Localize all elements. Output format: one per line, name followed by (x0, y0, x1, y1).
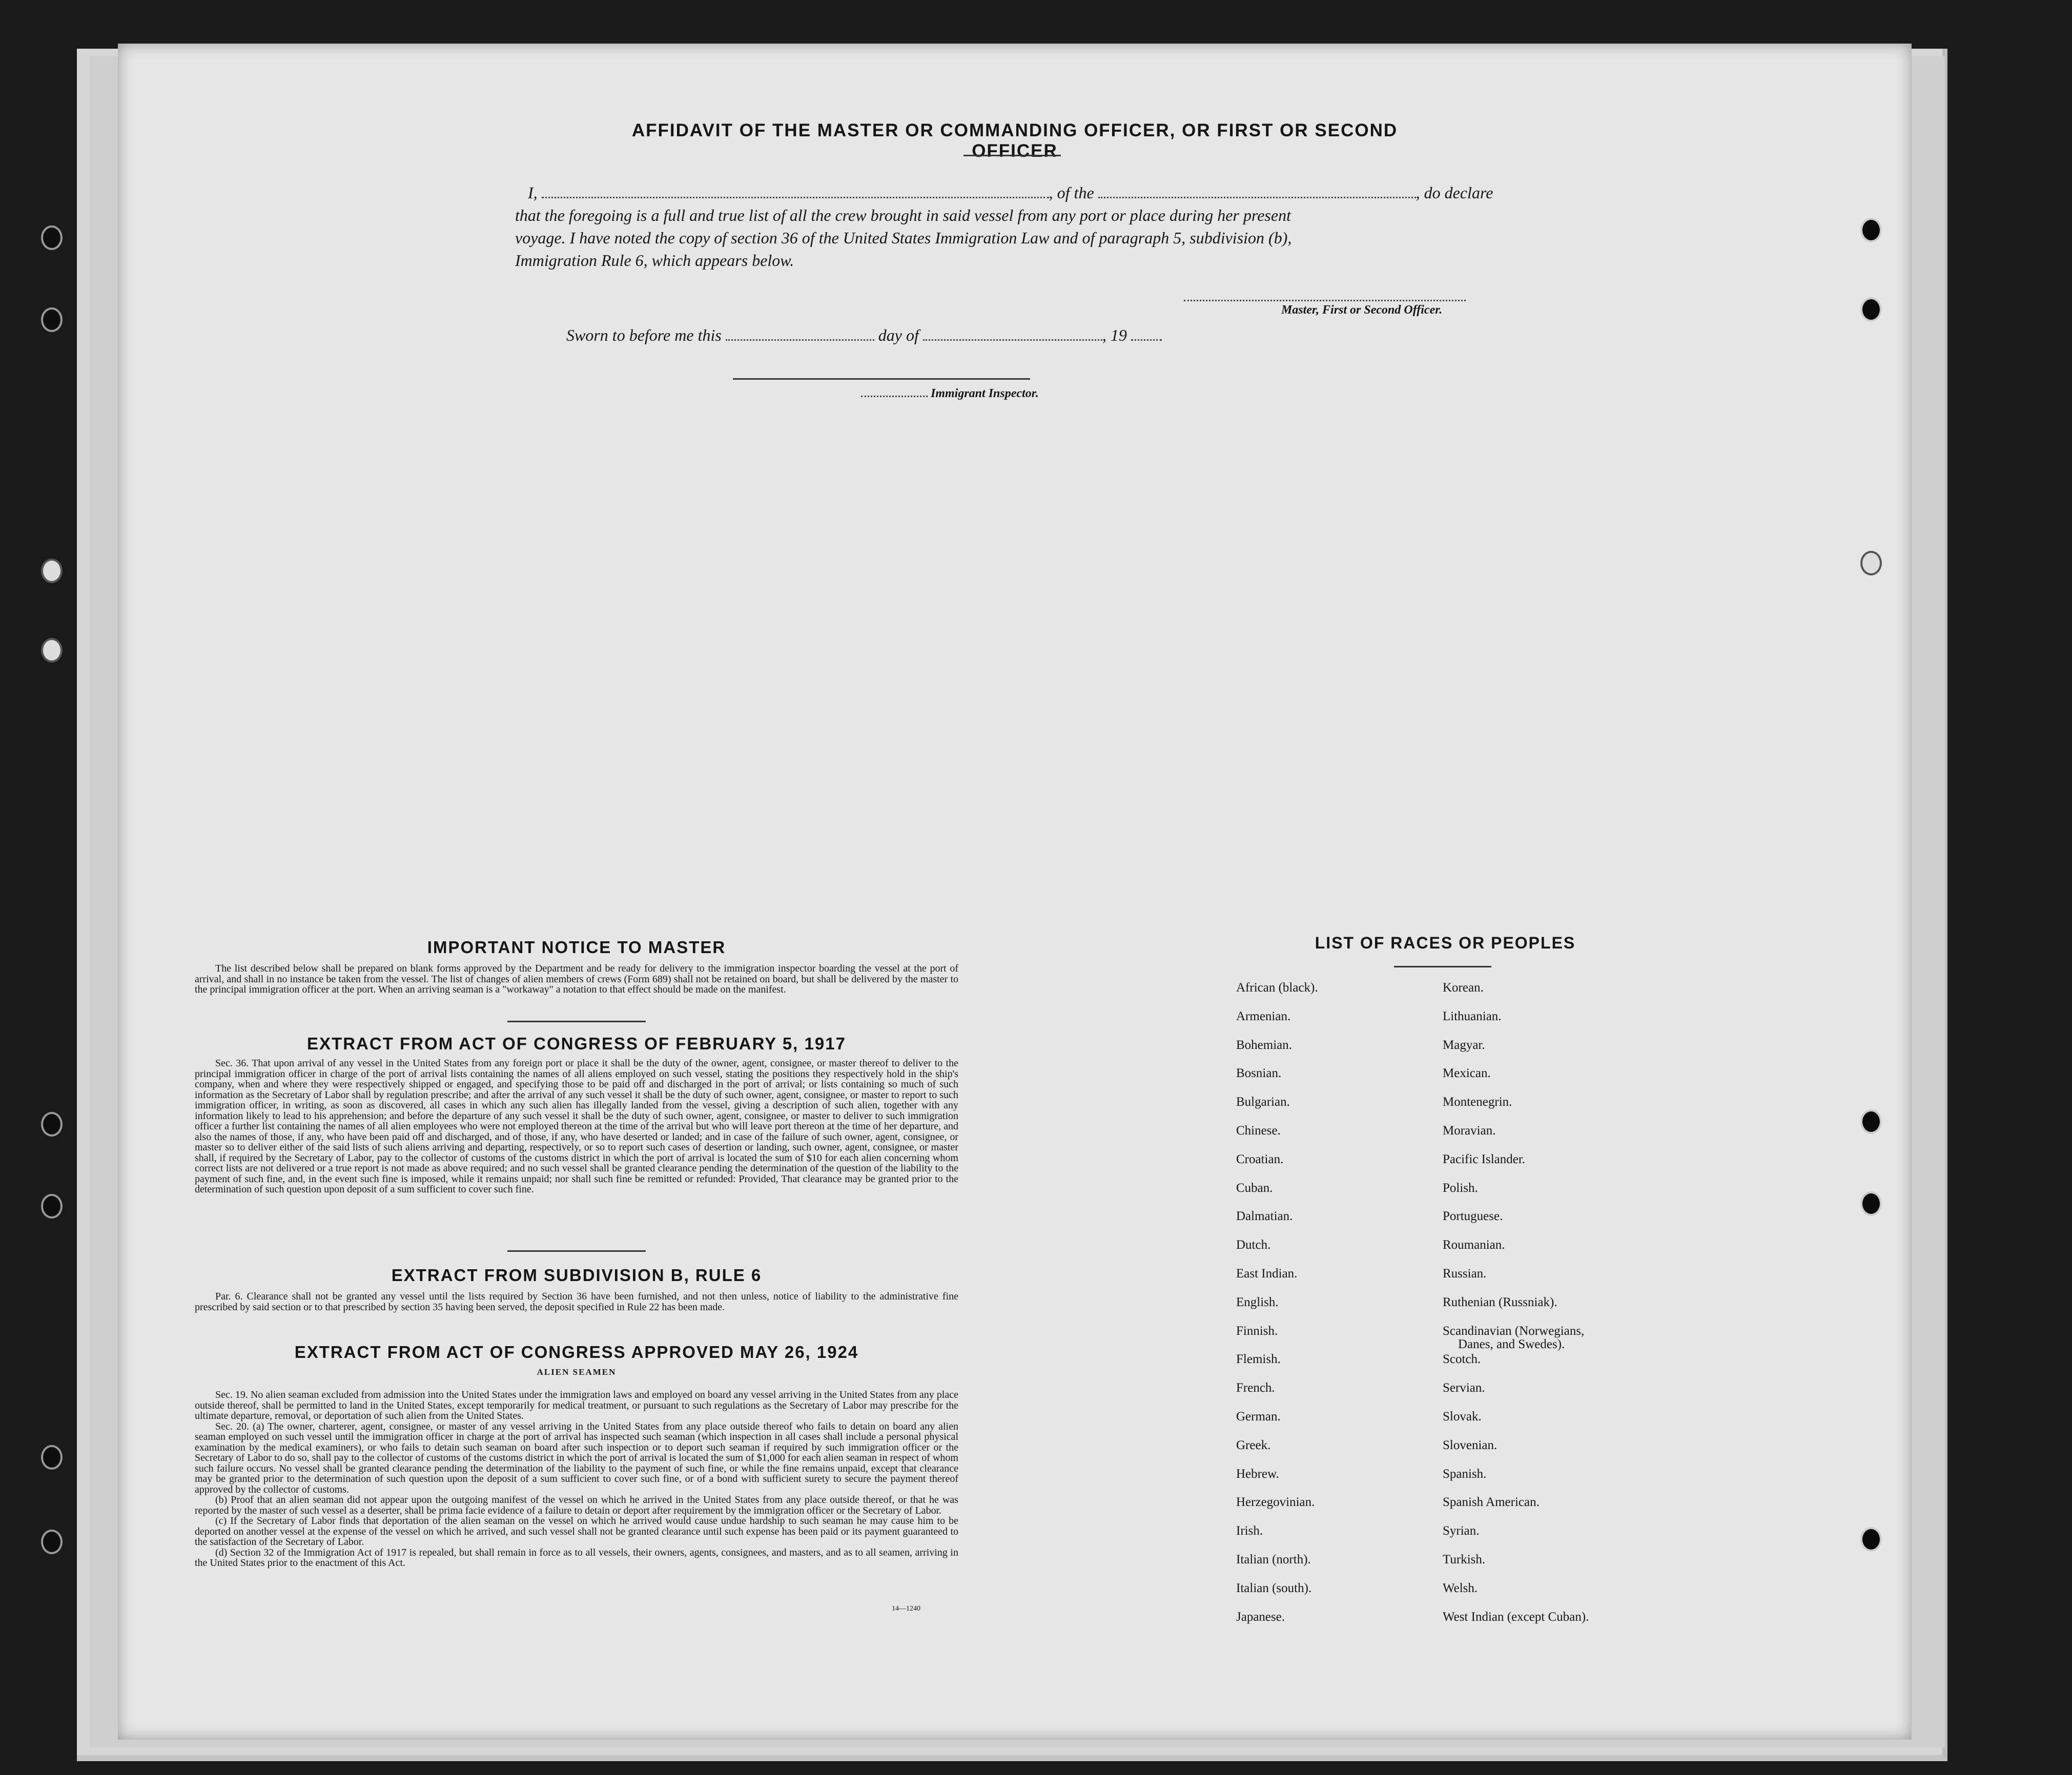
notice-title: IMPORTANT NOTICE TO MASTER (427, 938, 726, 957)
affidavit-line-4: Immigration Rule 6, which appears below. (515, 251, 794, 270)
race-entry: Scotch. (1443, 1352, 1481, 1367)
divider (507, 1250, 646, 1252)
race-entry: Croatian. (1236, 1152, 1284, 1166)
binder-hole (1860, 218, 1882, 242)
race-entry: Servian. (1443, 1381, 1485, 1395)
race-entry: Armenian. (1236, 1009, 1291, 1023)
sworn-line (566, 326, 1162, 345)
binder-hole (41, 1530, 63, 1554)
race-entry: Moravian. (1443, 1124, 1496, 1138)
notice-text (195, 963, 958, 995)
race-entry: Spanish. (1443, 1467, 1487, 1481)
extract-1924-title: EXTRACT FROM ACT OF CONGRESS APPROVED MAY 26, 1924 (294, 1343, 859, 1361)
vessel-blank (1098, 197, 1416, 198)
sworn-text: Sworn to before me this (566, 326, 722, 344)
binder-hole (41, 1445, 63, 1470)
race-entry: Pacific Islander. (1443, 1152, 1526, 1166)
race-entry: Polish. (1443, 1181, 1478, 1195)
race-entry: Hebrew. (1236, 1467, 1279, 1481)
race-entry: Finnish. (1236, 1324, 1278, 1338)
extract-1917-title: EXTRACT FROM ACT OF CONGRESS OF FEBRUARY 5, 1917 (307, 1034, 846, 1053)
par-6-paragraph: Par. 6. Clearance shall not be granted any vessel until the lists required by Section 36 have been furnished, and not then unless, notice of liability to the administrative fine prescribed by said section or to that prescribed by section 35 having been served, the deposit specified in Rule 22 has been made. (195, 1291, 958, 1313)
binder-hole (1860, 551, 1882, 575)
race-entry: Ruthenian (Russniak). (1443, 1295, 1557, 1309)
extract-1924-text (195, 1390, 958, 1568)
binder-hole (1860, 1527, 1882, 1552)
race-entry: Slovak. (1443, 1410, 1482, 1423)
race-entry: Italian (north). (1236, 1553, 1311, 1566)
notice-paragraph: The list described below shall be prepared on blank forms approved by the Department and be ready for delivery to the immigration inspector boarding the vessel at the port of arrival, and shall in no instance be taken from the vessel. The list of changes of alien members of crews (Form 689) shall not be retained on board, but shall be delivered by the master to the principal immigration officer at the port. When an arriving seaman is a "workaway" a notation to that effect should be made on the manifest. (195, 963, 958, 995)
affidavit-line-1 (528, 183, 1493, 202)
race-entry: Roumanian. (1443, 1238, 1505, 1252)
race-entry: German. (1236, 1410, 1281, 1423)
race-entry: Chinese. (1236, 1124, 1281, 1138)
binder-hole (41, 638, 63, 663)
binder-hole (41, 1194, 63, 1219)
race-entry: Danes, and Swedes). (1458, 1337, 1565, 1351)
affidavit-declare: , do declare (1415, 183, 1493, 202)
race-entry: French. (1236, 1381, 1275, 1395)
binder-hole (1860, 1109, 1882, 1134)
binder-hole (41, 1112, 63, 1137)
rule-6-text (195, 1291, 958, 1312)
race-entry: English. (1236, 1295, 1279, 1309)
sworn-day-blank (726, 339, 874, 341)
officer-signature-line (1184, 300, 1466, 301)
sec-36-paragraph: Sec. 36. That upon arrival of any vessel in the United States from any foreign port or place it shall be the duty of the owner, agent, consignee, or master thereof to deliver to the principal immigration officer in charge of the port of arrival lists containing the names of all aliens employed on such vessel, stating the positions they respectively hold in the ship's company, when and where they were respectively shipped or engaged, and specifying those to be paid off and discharged in the port of arrival; or lists containing so much of such information as the Secretary of Labor shall by regulation prescribe; and after the arrival of any such vessel it shall be the duty of such owner, agent, consignee, or master to report to such immigration officer, in writing, as soon as discovered, all cases in which any such alien has illegally landed from the vessel, giving a description of such alien, together with any information likely to lead to his apprehension; and before the departure of any such vessel it shall be the duty of such owner, agent, consignee, or master to deliver to such immigration officer a further list containing the names of all alien employees who were not employed thereon at the time of the arrival but who will leave port thereon at the time of her departure, and also the names of those, if any, who have been paid off and discharged, and of those, if any, who have deserted or landed; and in case of the failure of such owner, agent, consignee, or master so to deliver either of the said lists of such aliens arriving and departing, respectively, or so to report such cases of desertion or landing, such owner, agent, consignee, or master shall, if required by the Secretary of Labor, pay to the collector of customs of the customs district in which the port of arrival is located the sum of $10 for each alien concerning whom correct lists are not delivered or a true report is not made as above required; and no such vessel shall be granted clearance pending the determination of the question of the liability to the payment of such fine, and, in the event such fine is imposed, while it remains unpaid; nor shall such fine be remitted or refunded: Provided, That clearance may be granted prior to the determination of such question upon deposit of a sum sufficient to cover such fine. (195, 1058, 958, 1195)
race-entry: West Indian (except Cuban). (1443, 1609, 1589, 1624)
race-entry: Irish. (1236, 1524, 1263, 1538)
sec-20a-paragraph: Sec. 20. (a) The owner, charterer, agent, consignee, or master of any vessel arriving in the United States from any place outside thereof who fails to detain on board any alien seaman employed on such vessel until the immigration officer in charge at the port of arrival has inspected such seaman (which inspection in all cases shall include a personal physical examination by the medical examiners), or who fails to detain such seaman on board after such inspection or to deport such seaman if required by such immigration officer or the Secretary of Labor to do so, shall pay to the collector of customs of the customs district in which the port of arrival is located the sum of $1,000 for each alien seaman in respect of whom such failure occurs. No vessel shall be granted clearance pending the determination of the liability to the payment of such fine, or while the fine remains unpaid, except that clearance may be granted prior to the determination of such question upon the deposit of a sum sufficient to cover such fine, or of a bond with sufficient surety to secure the payment thereof approved by the collector of customs. (195, 1420, 958, 1495)
inspector-label: Immigrant Inspector. (931, 387, 1039, 400)
officer-label: Master, First or Second Officer. (1281, 303, 1443, 317)
binder-hole (41, 225, 63, 250)
race-entry: Spanish American. (1443, 1495, 1540, 1510)
race-entry: Syrian. (1443, 1524, 1480, 1538)
race-entry: Herzegovinian. (1236, 1495, 1315, 1510)
divider (963, 155, 1061, 156)
race-entry: Italian (south). (1236, 1581, 1312, 1595)
year-blank (1131, 339, 1162, 341)
race-entry: Turkish. (1443, 1553, 1486, 1566)
race-entry: Slovenian. (1443, 1438, 1497, 1452)
inspector-signature-line (733, 378, 1030, 380)
races-title: LIST OF RACES OR PEOPLES (1315, 934, 1576, 952)
race-entry: Korean. (1443, 981, 1484, 995)
race-entry: Dalmatian. (1236, 1209, 1293, 1224)
race-entry: Portuguese. (1443, 1209, 1503, 1224)
sec-20d-paragraph: (d) Section 32 of the Immigration Act of 1917 is repealed, but shall remain in force as to all vessels, their owners, agents, consignees, and masters, and as to all seamen, arriving in the United States prior to the enactment of this Act. (195, 1546, 958, 1568)
race-entry: African (black). (1236, 981, 1318, 995)
race-entry: Scandinavian (Norwegians, (1443, 1324, 1585, 1338)
race-entry: Bosnian. (1236, 1066, 1282, 1081)
binder-hole (41, 307, 63, 332)
binder-hole (1860, 297, 1882, 322)
race-entry: Greek. (1236, 1438, 1271, 1452)
affidavit-title: AFFIDAVIT OF THE MASTER OR COMMANDING OFFICER, OR FIRST OR SECOND OFFICER (631, 120, 1398, 161)
day-of-text: day of (878, 326, 919, 344)
race-entry: Lithuanian. (1443, 1009, 1502, 1023)
affidavit-of-the: , of the (1049, 183, 1094, 202)
binder-hole (1860, 1191, 1882, 1216)
name-blank (542, 197, 1049, 198)
race-entry: Magyar. (1443, 1038, 1485, 1052)
race-entry: Montenegrin. (1443, 1095, 1512, 1109)
race-entry: Cuban. (1236, 1181, 1273, 1195)
race-entry: Russian. (1443, 1267, 1487, 1281)
extract-1917-text (195, 1058, 958, 1195)
binder-hole (41, 559, 63, 583)
race-entry: Bulgarian. (1236, 1095, 1290, 1109)
sec-19-paragraph: Sec. 19. No alien seaman excluded from admission into the United States under the immigration laws and employed on board any vessel arriving in the United States from any place outside thereof, shall be permitted to land in the United States, except temporarily for medical treatment, or pursuant to such regulations as the Secretary of Labor may prescribe for the ultimate departure, removal, or deportation of such alien from the United States. (195, 1389, 958, 1421)
race-entry: East Indian. (1236, 1267, 1298, 1281)
race-entry: Mexican. (1443, 1066, 1491, 1081)
form-number: 14—1240 (892, 1605, 920, 1613)
sec-20b-paragraph: (b) Proof that an alien seaman did not appear upon the outgoing manifest of the vessel on which he arrived in the United States from any place outside thereof, or that he was reported by the master of such vessel as a deserter, shall be prima facie evidence of a failure to detain or deport after requirement by the immigration officer or the Secretary of Labor. (195, 1494, 958, 1516)
affidavit-i: I, (528, 183, 538, 202)
race-entry: Japanese. (1236, 1609, 1285, 1624)
rule-6-title: EXTRACT FROM SUBDIVISION B, RULE 6 (391, 1266, 762, 1285)
sec-20c-paragraph: (c) If the Secretary of Labor finds that deportation of the alien seaman on the vessel on which he arrived would cause undue hardship to such seaman he may cause him to be deported on another vessel at the expense of the vessel on which he arrived, and such vessel shall not be granted clearance until such expense has been paid or its payment guaranteed to the satisfaction of the Secretary of Labor. (195, 1515, 958, 1547)
affidavit-line-3: voyage. I have noted the copy of section 36 of the United States Immigration Law and of paragraph 5, subdivision (b), (515, 229, 1292, 247)
sworn-month-blank (923, 339, 1102, 341)
race-entry: Flemish. (1236, 1352, 1281, 1367)
inspector-blank (861, 396, 928, 397)
affidavit-line-2: that the foregoing is a full and true list of all the crew brought in said vessel from any port or place during her present (515, 206, 1291, 224)
year-prefix: , 19 (1102, 326, 1127, 344)
inspector-line (861, 387, 1039, 401)
race-entry: Dutch. (1236, 1238, 1271, 1252)
alien-seamen-subtitle: ALIEN SEAMEN (537, 1367, 617, 1377)
race-entry: Bohemian. (1236, 1038, 1293, 1052)
divider (507, 1021, 646, 1022)
race-entry: Welsh. (1443, 1581, 1478, 1595)
divider (1394, 966, 1491, 967)
